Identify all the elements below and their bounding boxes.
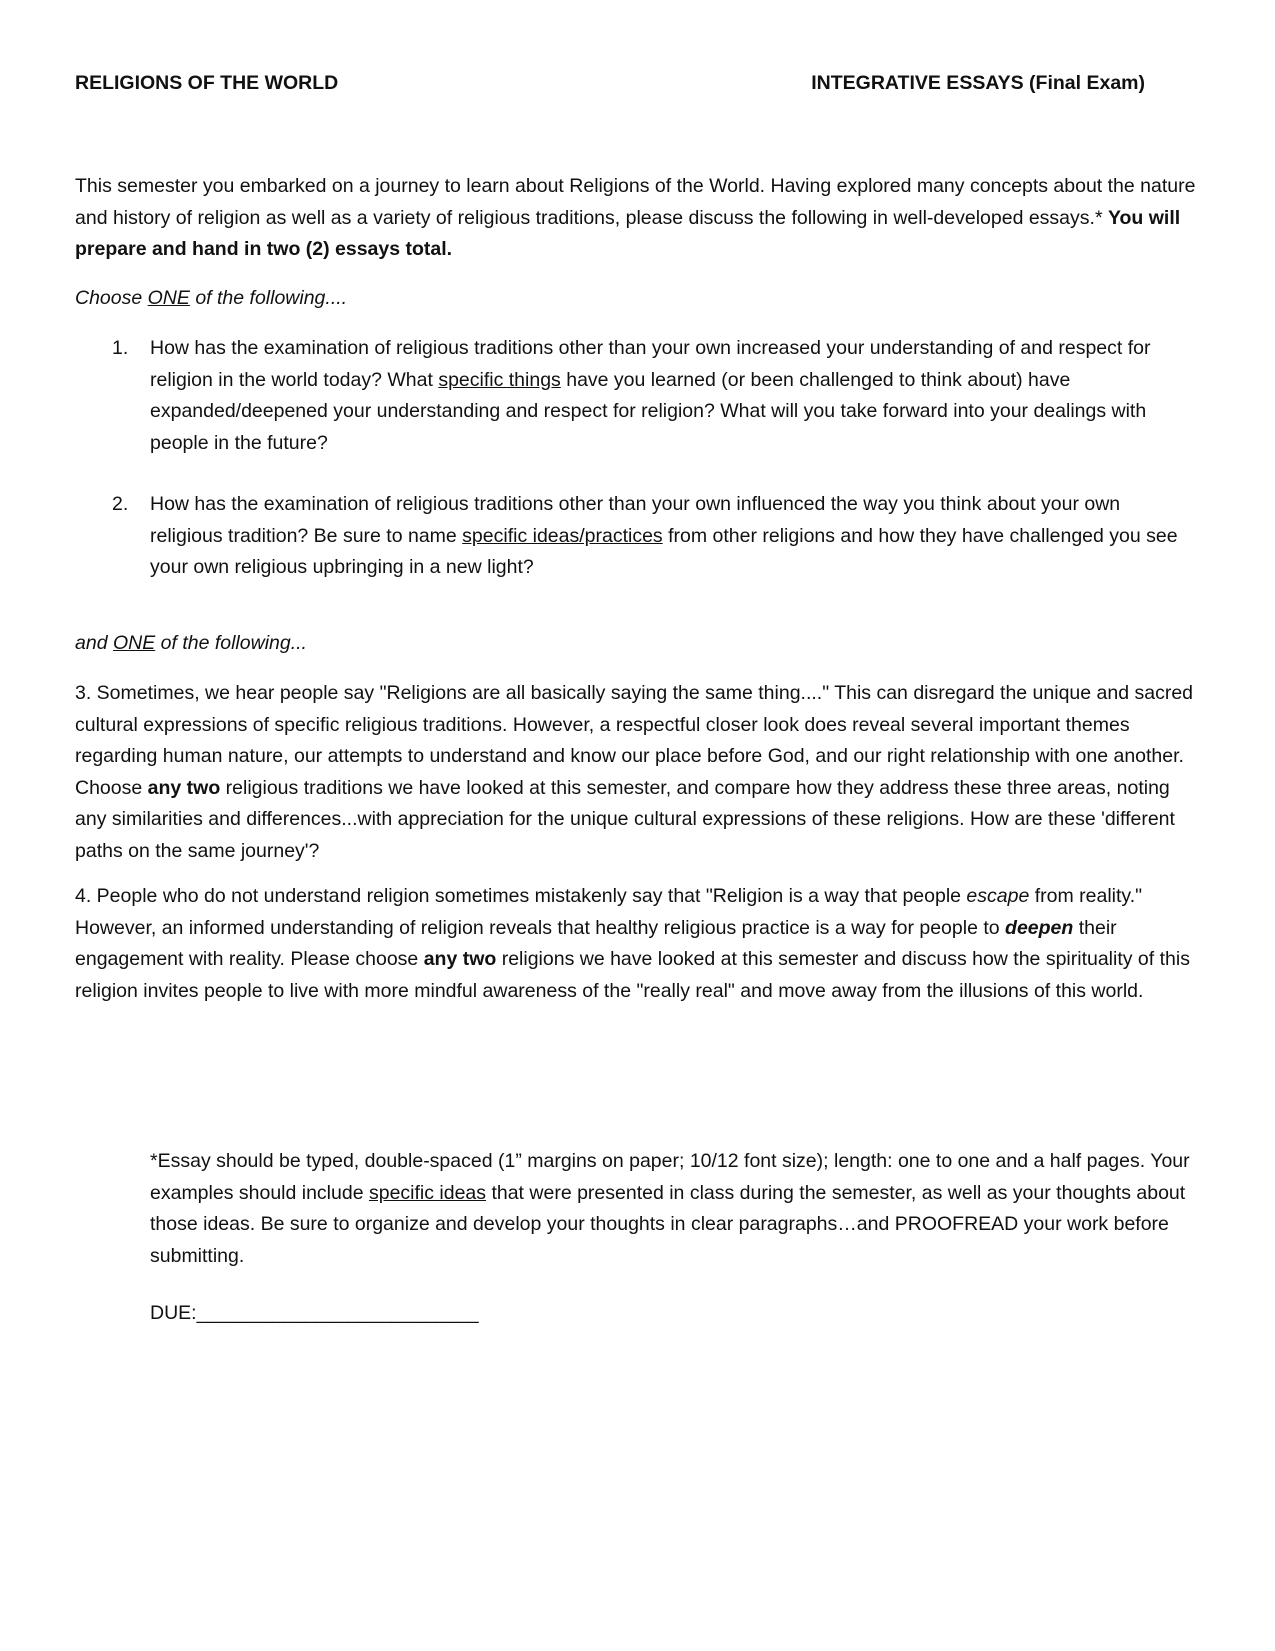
question-text: their engagement with reality. Please choose — [75, 916, 1117, 970]
question-text: from reality." However, an informed understanding of religion reveals that healthy religious practice is a way for people to — [75, 885, 1143, 939]
intro-paragraph — [75, 171, 1200, 266]
question-underlined: specific ideas/practices — [462, 524, 663, 547]
choose-suffix: of the following... — [155, 632, 307, 654]
question-text: religions we have looked at this semester and discuss how the spirituality of this religion invites people to live with more mindful awareness of the "really real" and move away from the illusions of this world. — [75, 948, 1190, 1002]
course-title: RELIGIONS OF THE WORLD — [75, 72, 339, 94]
question-item-2 — [112, 489, 1197, 584]
intro-text: This semester you embarked on a journey to learn about Religions of the World. Having explored many concepts about the nature and history of religion as well as a variety of religious traditions, please discuss the following in well-developed essays.* — [75, 175, 1196, 229]
choose-underlined: ONE — [112, 632, 156, 654]
due-line — [150, 1298, 1195, 1330]
question-3 — [75, 678, 1200, 867]
question-number: 2. — [112, 493, 129, 515]
choose-prefix: Choose — [75, 287, 148, 309]
choose-one-heading — [75, 283, 1200, 315]
question-text: 3. Sometimes, we hear people say "Religions are all basically saying the same thing...." This can disregard the unique and sacred cultural expressions of specific religious traditions. However, a respectful closer look does reveal several important themes regarding human nature, our attempts to understand and know our place before God, and our right relationship with one another. Choose — [75, 682, 1194, 799]
question-bold: any two — [423, 948, 497, 970]
question-text: How has the examination of religious traditions other than your own influenced the way you think about your own religious tradition? Be sure to name — [150, 493, 1121, 547]
intro-bold-text: You will prepare and hand in two (2) essays total. — [75, 206, 1181, 260]
question-list-group1 — [112, 333, 1197, 614]
question-italic: escape — [966, 885, 1030, 907]
question-number: 1. — [112, 337, 129, 359]
footnote-text: *Essay should be typed, double-spaced (1” margins on paper; 10/12 font size); length: one to one and a half pages. Your examples should include — [150, 1150, 1190, 1204]
and-one-heading — [75, 628, 1200, 660]
document-title: INTEGRATIVE ESSAYS (Final Exam) — [811, 72, 1145, 94]
question-text: How has the examination of religious traditions other than your own increased your understanding of and respect for religion in the world today? What — [150, 337, 1151, 391]
footnote-underlined: specific ideas — [368, 1181, 487, 1204]
footnote-text: that were presented in class during the semester, as well as your thoughts about those ideas. Be sure to organize and develop your thoughts in clear paragraphs…and PROOFREAD your work before submitting. — [150, 1181, 1186, 1267]
choose-underlined: ONE — [147, 287, 190, 309]
question-underlined: specific things — [438, 368, 561, 391]
due-label: DUE: — [150, 1302, 197, 1324]
footnote — [150, 1146, 1195, 1272]
question-bold: any two — [147, 776, 221, 799]
question-4 — [75, 881, 1200, 1007]
question-bold-italic: deepen — [1005, 916, 1074, 939]
choose-suffix: of the following.... — [189, 287, 348, 309]
question-text: religious traditions we have looked at this semester, and compare how they address these three areas, noting any similarities and differences...with appreciation for the unique cultural expressions of these religions. How are these 'different paths on the same journey'? — [75, 776, 1175, 862]
due-blank: __________________________ — [196, 1302, 479, 1324]
question-text: have you learned (or been challenged to think about) have expanded/deepened your understanding and respect for religion? What will you take forward into your dealings with people in the future? — [150, 368, 1147, 454]
question-item-1 — [112, 333, 1197, 459]
question-text: from other religions and how they have challenged you see your own religious upbringing in a new light? — [150, 524, 1178, 578]
choose-prefix: and — [75, 632, 113, 654]
question-text: 4. People who do not understand religion sometimes mistakenly say that "Religion is a way that people — [75, 885, 967, 907]
